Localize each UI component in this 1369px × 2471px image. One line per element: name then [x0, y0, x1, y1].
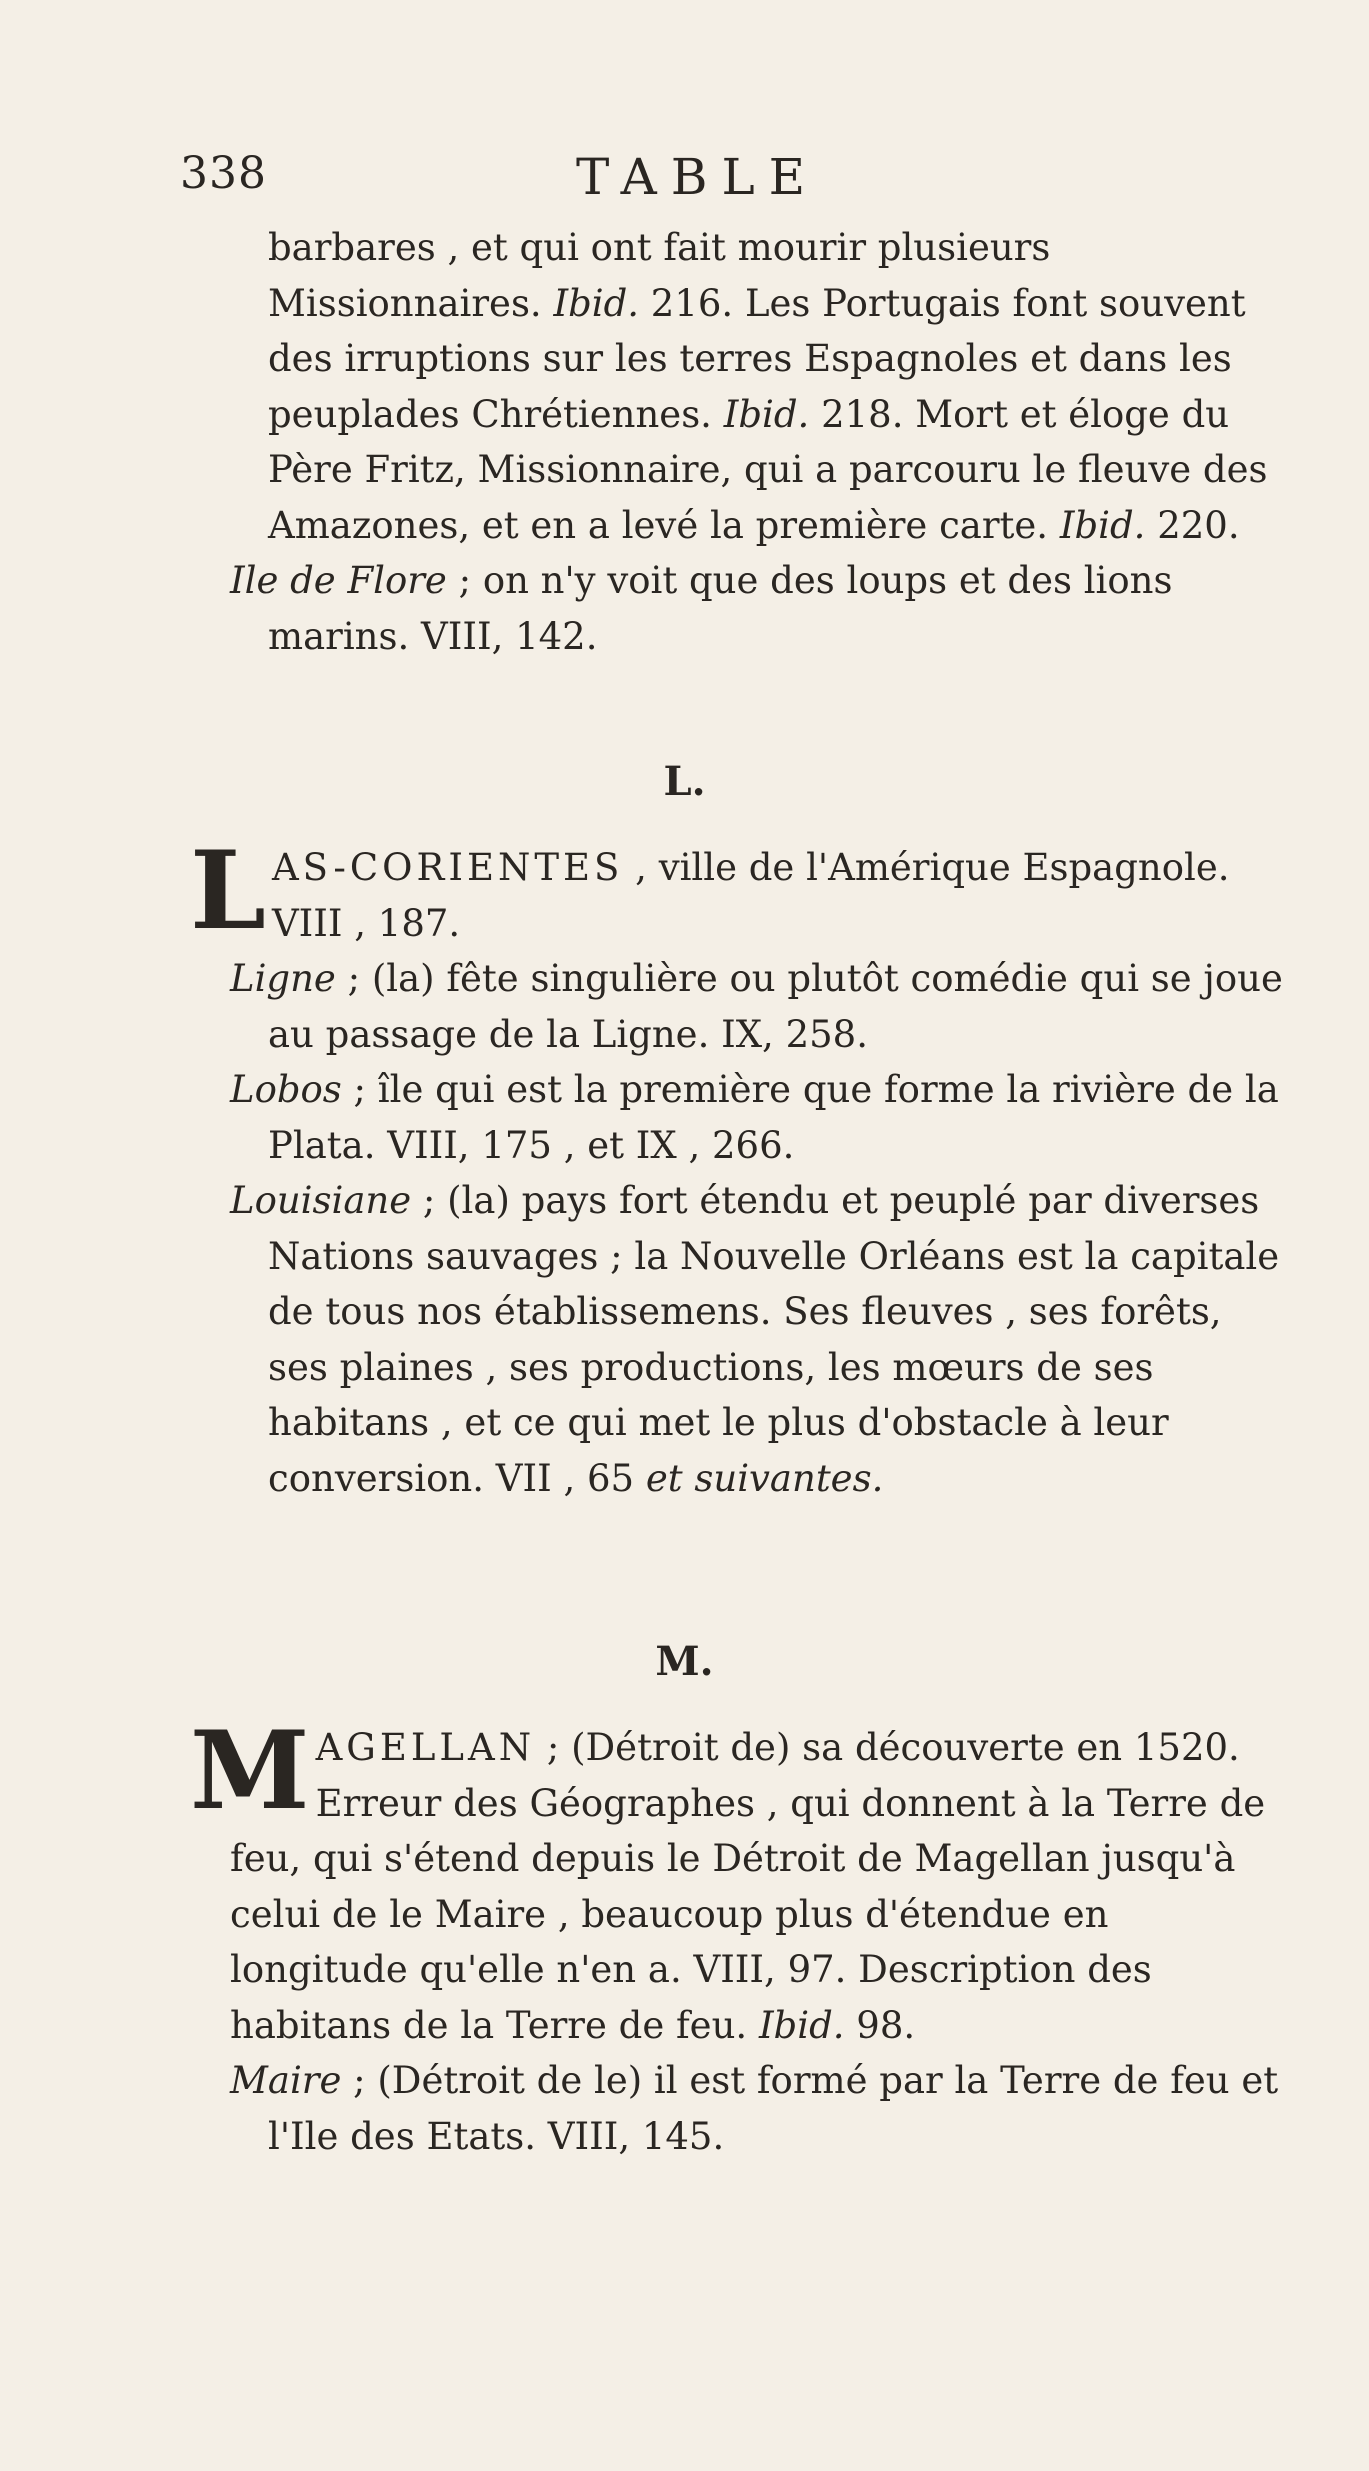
section-m [190, 1708, 1290, 2164]
entry-continuation: barbares , et qui ont fait mourir plusieurs Missionnaires. Ibid. 216. Les Portugais font souvent des irruptions sur les terres Espagnoles et dans les peuplades Chrétiennes. Ibid. 218. Mort et éloge du Père Fritz, Missionnaire, qui a parcouru le fleuve des Amazones, et en a levé la première carte. Ibid. 220. [268, 226, 1268, 547]
section-l [190, 828, 1290, 1506]
entry-lobos: Lobos ; île qui est la première que forme la rivière de la Plata. VIII, 175 , et IX , 266. [230, 1068, 1279, 1167]
entry-maire: Maire ; (Détroit de le) il est formé par la Terre de feu et l'Ile des Etats. VIII, 145. [230, 2059, 1279, 2158]
running-head: TABLE [576, 148, 820, 206]
section-letter-m: M. [655, 1638, 714, 1685]
page-header [180, 148, 1060, 208]
entry-flore: Ile de Flore ; on n'y voit que des loups et des lions marins. VIII, 142. [230, 559, 1173, 658]
entry-ligne: Ligne ; (la) fête singulière ou plutôt comédie qui se joue au passage de la Ligne. IX, 258. [230, 957, 1283, 1056]
entry-las-corientes: LAS-CORIENTES , ville de l'Amérique Espagnole. VIII , 187. [190, 828, 1230, 954]
entry-magellan: MAGELLAN ; (Détroit de) sa découverte en 1520. Erreur des Géographes , qui donnent à la Terre de feu, qui s'étend depuis le Détroit de Magellan jusqu'à celui de le Maire , beaucoup plus d'étendue en longitude qu'elle n'en a. VIII, 97. Description des habitans de la Terre de feu. Ibid. 98. [190, 1708, 1266, 2047]
section-letter-l: L. [663, 758, 706, 805]
page-number: 338 [180, 148, 267, 199]
dropcap-m: M [190, 1708, 310, 1834]
dropcap-l: L [190, 828, 266, 954]
entry-louisiane: Louisiane ; (la) pays fort étendu et peuplé par diverses Nations sauvages ; la Nouvelle Orléans est la capitale de tous nos établissemens. Ses fleuves , ses forêts, ses plaines , ses productions, les mœurs de ses habitans , et ce qui met le plus d'obstacle à leur conversion. VII , 65 et suivantes. [230, 1179, 1280, 1500]
entries-top [230, 220, 1290, 664]
